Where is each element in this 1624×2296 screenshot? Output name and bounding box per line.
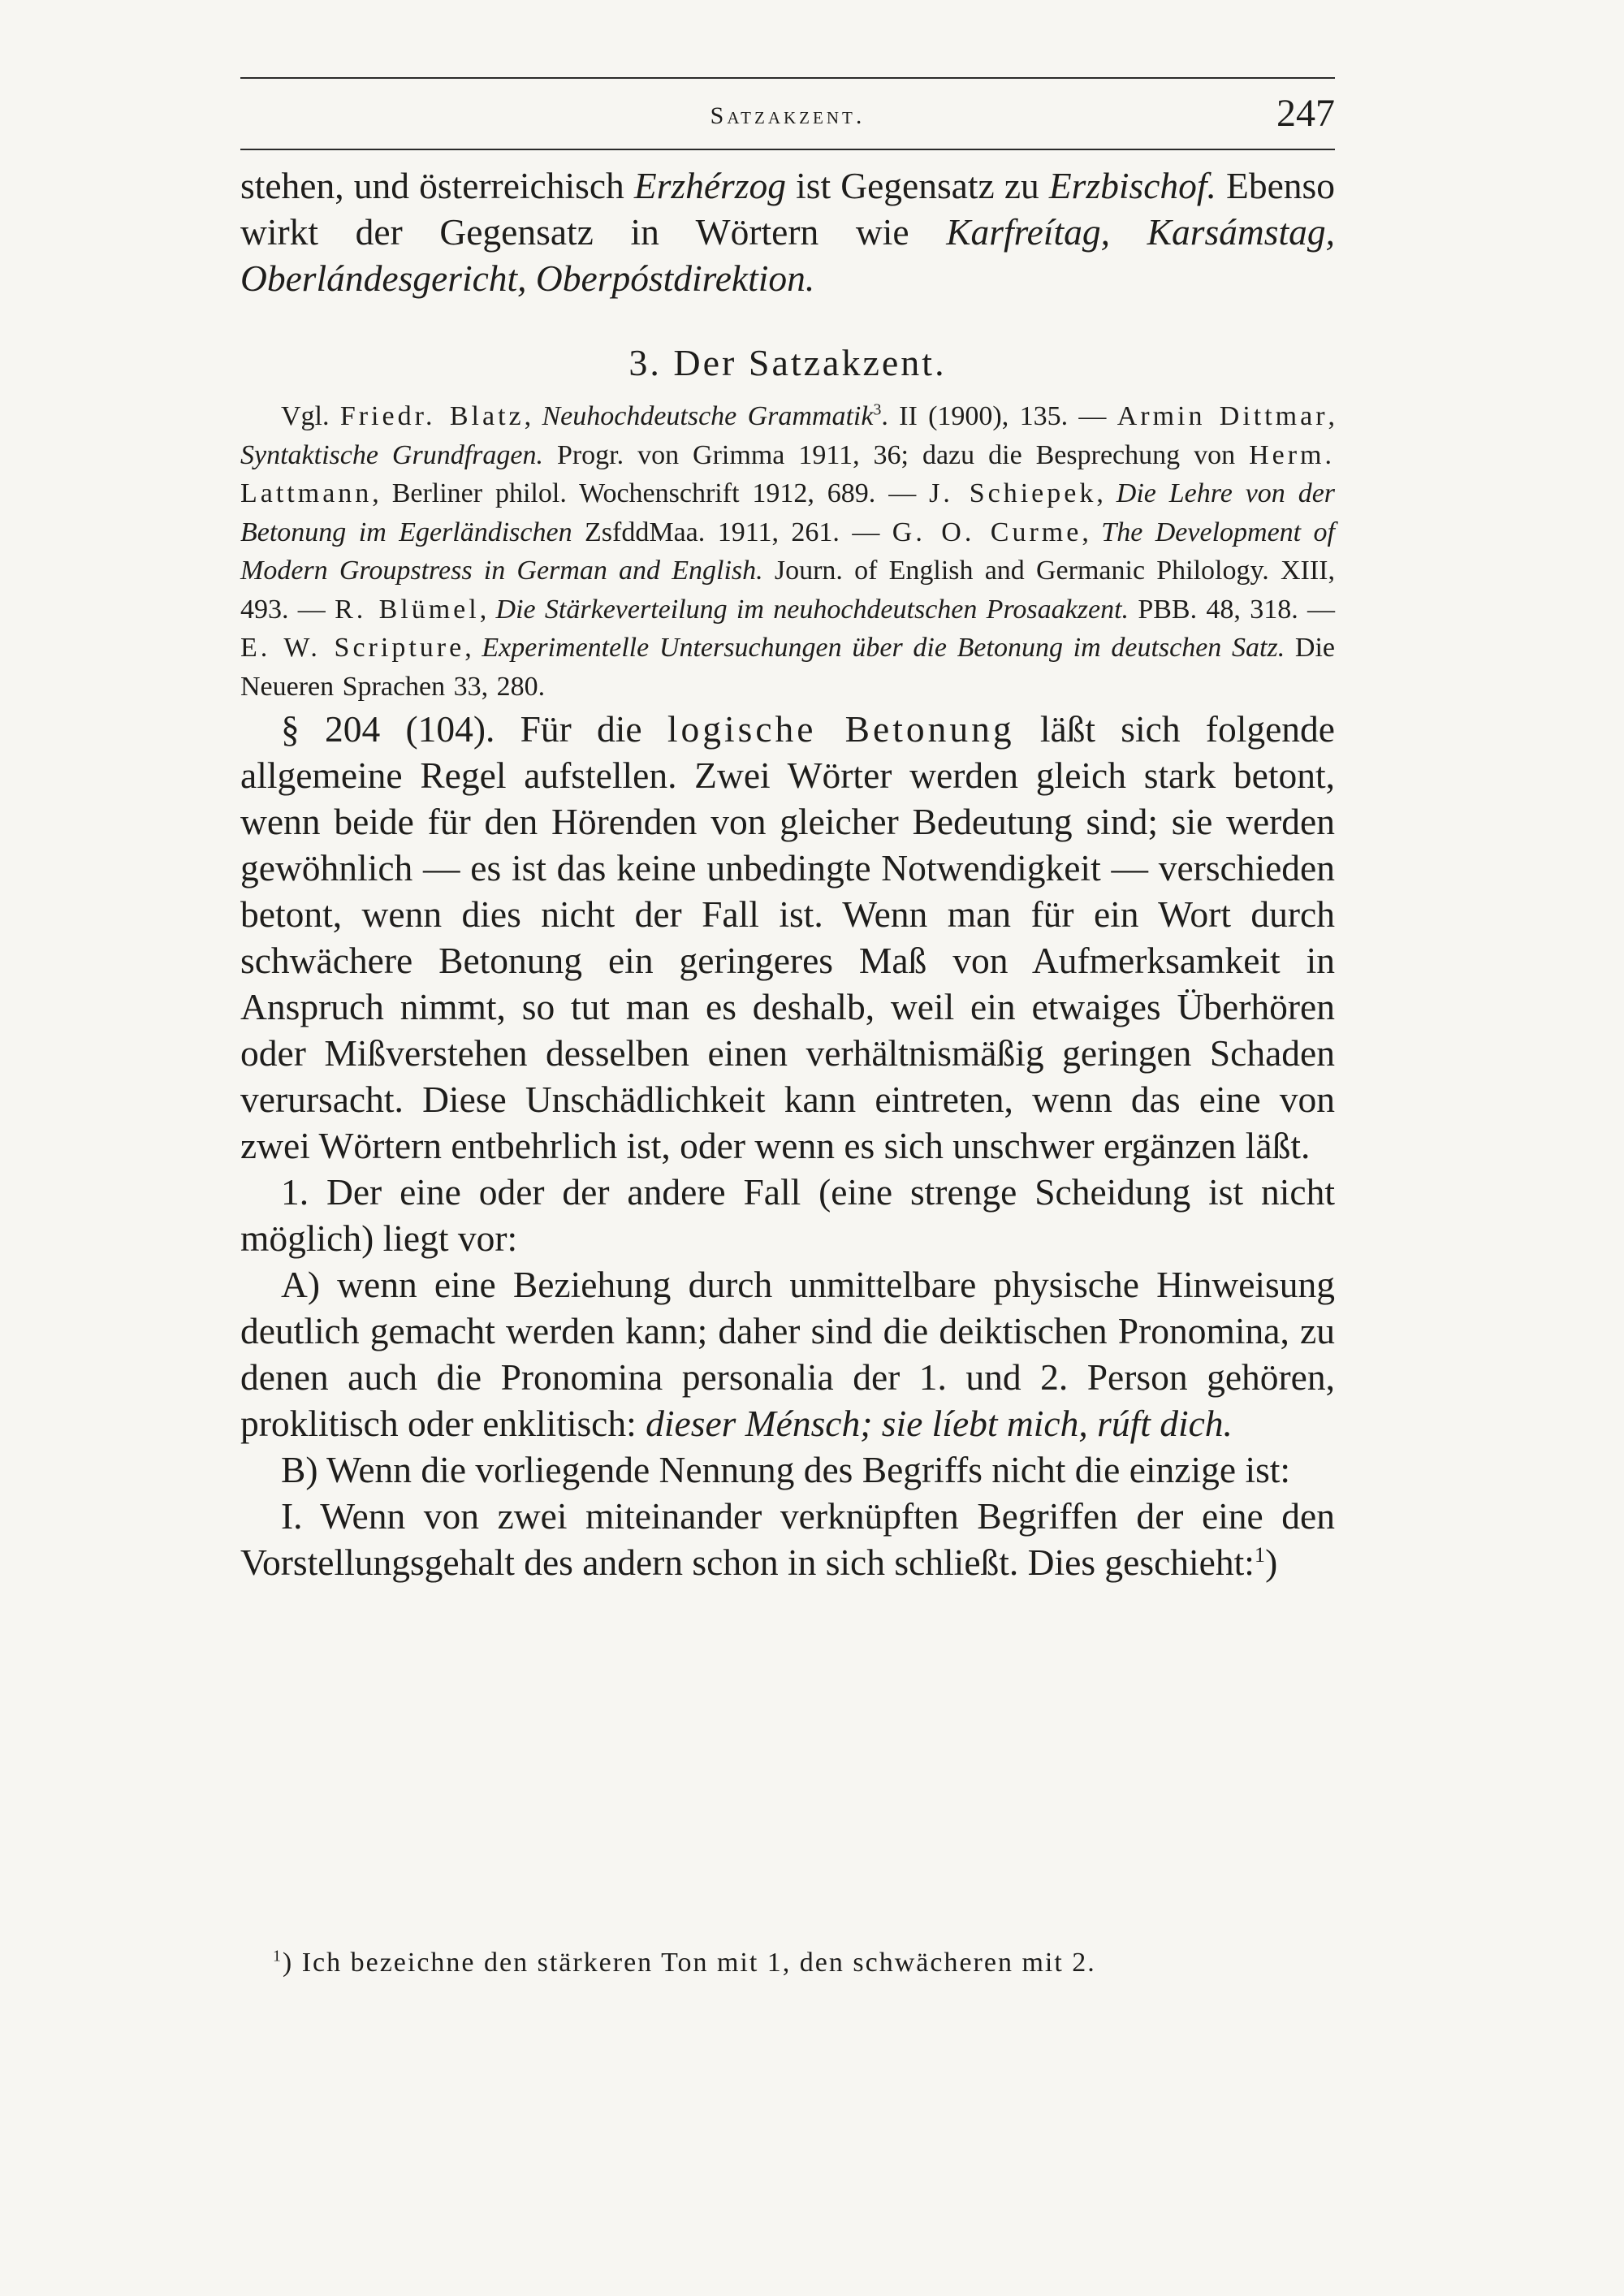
carry-over-paragraph [240, 162, 1335, 301]
text-run: ) [282, 1948, 294, 1978]
text-run: ) [1265, 1541, 1278, 1583]
text-run: , [1328, 401, 1336, 431]
edition-superscript: 3 [873, 400, 882, 419]
work-title: Die Lehre von der Betonung im Egerländischen [240, 478, 1336, 547]
text-run: . II (1900), 135. — [881, 401, 1117, 431]
author-name: J. Schiepek [929, 478, 1097, 508]
example-words: dieser Ménsch; sie líebt mich, rúft dich. [646, 1403, 1233, 1444]
paragraph-204 [240, 706, 1335, 1169]
book-page [240, 0, 1335, 2296]
author-name: E. W. Scripture [240, 633, 465, 663]
example-word: Erzhérzog [633, 165, 786, 206]
text-run: PBB. 48, 318. — [1129, 594, 1336, 625]
header-rule-top [240, 77, 1335, 79]
work-title: Neuhochdeutsche Grammatik [542, 401, 874, 431]
text-run: , Berliner philol. Wochenschrift 1912, 689. — [372, 478, 930, 508]
footnote-text: Ich bezeichne den stärkeren Ton mit 1, den schwächeren mit 2. [293, 1948, 1096, 1978]
work-title: Experimentelle Untersuchungen über die Betonung im deutschen Satz. [482, 633, 1285, 663]
text-run: stehen, und österreichisch [240, 165, 634, 206]
work-title: Syntaktische Grundfragen. [240, 439, 543, 470]
body-text [240, 162, 1335, 1585]
paragraph-text: I. Wenn von zwei miteinander verknüpften Begriffen der eine den Vorstellungsgehalt des andern schon in sich schließt. Dies geschieht: [240, 1495, 1335, 1583]
text-run: , [464, 633, 482, 663]
text-run: , [1082, 517, 1102, 547]
author-name: Herm. Lattmann [240, 439, 1335, 508]
section-heading: 3. Der Satzakzent. [628, 342, 947, 383]
author-name: R. Blümel [335, 594, 480, 625]
footnote [273, 1945, 1335, 1981]
running-title: Satzakzent. [710, 102, 866, 129]
text-run: Vgl. [281, 401, 340, 431]
author-name: Armin Dittmar [1116, 401, 1328, 431]
author-name: G. O. Curme [892, 517, 1082, 547]
example-word: Erzbischof. [1048, 165, 1216, 206]
text-run: ZsfddMaa. 1911, 261. — [572, 517, 892, 547]
text-run: Ebenso wirkt der Gegensatz in Wörtern wie [240, 165, 1335, 253]
text-run: , [479, 594, 496, 625]
paragraph-case-I [240, 1493, 1335, 1585]
work-title: Die Stärkeverteilung im neuhochdeutschen Prosaakzent. [495, 594, 1129, 625]
paragraph-lead: § 204 (104). Für die [281, 708, 667, 750]
paragraph-case-1: 1. Der eine oder der andere Fall (eine strenge Scheidung ist nicht möglich) liegt vor: [240, 1171, 1335, 1259]
page-number: 247 [1276, 92, 1335, 135]
header-rule-bottom [240, 149, 1335, 150]
text-run: Die Neueren Sprachen 33, 280. [240, 633, 1336, 702]
example-words: Karfreítag, Karsámstag, Oberlándesgericht, Oberpóstdirektion. [240, 211, 1335, 299]
author-name: Friedr. Blatz [339, 401, 525, 431]
text-run: ist Gegensatz zu [785, 165, 1049, 206]
footnote-reference: 1 [1254, 1541, 1266, 1567]
footnote-mark: 1 [273, 1947, 283, 1965]
paragraph-case-A [240, 1261, 1335, 1446]
paragraph-text: A) wenn eine Beziehung durch unmittelbare physische Hinweisung deutlich gemacht werden kann; daher sind die deiktischen Pronomina, zu denen auch die Pronomina personalia der 1. und 2. Person gehören, proklitisch oder enklitisch: [240, 1264, 1335, 1444]
paragraph-text: läßt sich folgende allgemeine Regel aufstellen. Zwei Wörter werden gleich stark betont, wenn beide für den Hörenden von gleicher Bedeutung sind; sie werden gewöhnlich — es ist das keine unbedingte Notwendigkeit — verschieden betont, wenn dies nicht der Fall ist. Wenn man für ein Wort durch schwächere Betonung ein geringeres Maß von Aufmerksamkeit in Anspruch nimmt, so tut man es deshalb, weil ein etwaiges Überhören oder Mißverstehen desselben einen verhältnismäßig geringen Schaden verursacht. Diese Unschädlichkeit kann eintreten, wenn das eine von zwei Wörtern entbehrlich ist, oder wenn es sich unschwer ergänzen läßt. [240, 708, 1335, 1166]
running-head [240, 91, 1335, 140]
text-run: Progr. von Grimma 1911, 36; dazu die Besprechung von [542, 439, 1250, 470]
text-run: , [524, 401, 542, 431]
text-run: Journ. of English and Germanic Philology. XIII, 493. — [240, 556, 1335, 625]
text-run: , [1096, 478, 1116, 508]
literature-references [240, 397, 1335, 706]
emphasized-term: logische Betonung [667, 708, 1015, 750]
paragraph-case-B: B) Wenn die vorliegende Nennung des Begriffs nicht die einzige ist: [281, 1449, 1291, 1490]
work-title: The Development of Modern Groupstress in German and English. [240, 517, 1335, 586]
